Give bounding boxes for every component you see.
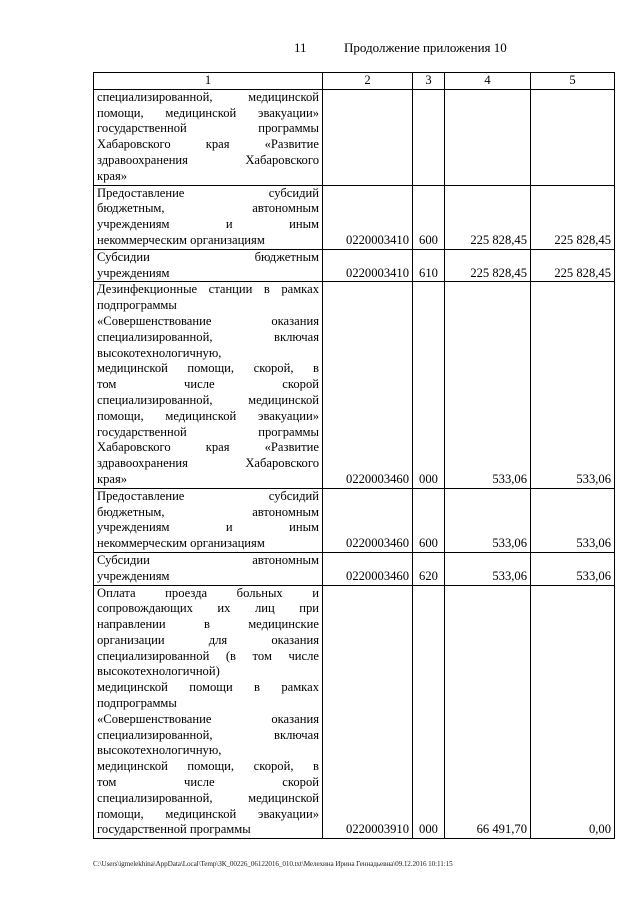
description-line: здравоохранения Хабаровского <box>97 456 319 471</box>
amount-plan: 533,06 <box>445 552 531 585</box>
expense-type-code: 000 <box>413 282 445 488</box>
table-row <box>94 185 615 249</box>
description-line: некоммерческим организациям <box>97 232 265 247</box>
description-line: края» <box>97 168 128 183</box>
description-line: учреждениям <box>97 568 170 583</box>
description-line: помощи, медицинской эвакуации» <box>97 408 319 423</box>
description-line: края» <box>97 471 128 486</box>
description-line: Предоставление субсидий <box>97 488 319 503</box>
amount-actual: 533,06 <box>531 488 615 552</box>
column-header: 3 <box>413 73 445 90</box>
description-line: том числе скорой <box>97 377 319 392</box>
amount-plan: 225 828,45 <box>445 249 531 282</box>
description-line: специализированной, медицинской <box>97 790 319 805</box>
description-line: бюджетным, автономным <box>97 201 319 216</box>
amount-plan: 533,06 <box>445 488 531 552</box>
description-line: Предоставление субсидий <box>97 185 319 200</box>
budget-table <box>93 72 615 839</box>
description-line: Хабаровского края «Развитие <box>97 440 319 455</box>
amount-plan: 533,06 <box>445 282 531 488</box>
row-description <box>94 488 323 552</box>
target-article-code: 0220003460 <box>323 552 413 585</box>
table-header-row <box>94 73 615 90</box>
amount-plan: 225 828,45 <box>445 185 531 249</box>
table-row <box>94 585 615 839</box>
row-description <box>94 185 323 249</box>
continuation-title: Продолжение приложения 10 <box>344 40 507 55</box>
target-article-code <box>323 89 413 185</box>
description-line: специализированной, медицинской <box>97 89 319 104</box>
expense-type-code: 610 <box>413 249 445 282</box>
description-line: специализированной (в том числе <box>97 648 319 663</box>
target-article-code: 0220003410 <box>323 185 413 249</box>
file-path-footer: C:\Users\igmelekhina\AppData\Local\Temp\ЗК_00226_06122016_010.txt\Мелехина Ирина Геннадьевна\09.12.2016 10:11:15 <box>93 860 453 868</box>
table-row <box>94 282 615 488</box>
target-article-code: 0220003410 <box>323 249 413 282</box>
description-line: Субсидии бюджетным <box>97 249 319 264</box>
description-line: здравоохранения Хабаровского <box>97 152 319 167</box>
description-line: высокотехнологичную, <box>97 345 222 360</box>
page-header <box>0 40 640 56</box>
target-article-code: 0220003460 <box>323 282 413 488</box>
description-line: сопровождающих их лиц при <box>97 601 319 616</box>
page-number: 11 <box>294 40 307 55</box>
description-line: бюджетным, автономным <box>97 504 319 519</box>
target-article-code: 0220003460 <box>323 488 413 552</box>
row-description <box>94 552 323 585</box>
description-line: высокотехнологичной) <box>97 664 220 679</box>
table-row <box>94 488 615 552</box>
description-line: специализированной, включая <box>97 329 319 344</box>
description-line: «Совершенствование оказания <box>97 313 319 328</box>
description-line: помощи, медицинской эвакуации» <box>97 806 319 821</box>
description-line: государственной программы <box>97 121 319 136</box>
amount-actual: 225 828,45 <box>531 185 615 249</box>
description-line: организации для оказания <box>97 632 319 647</box>
description-line: государственной программы <box>97 424 319 439</box>
description-line: подпрограммы <box>97 696 177 711</box>
description-line: учреждениям и иным <box>97 520 319 535</box>
description-line: помощи, медицинской эвакуации» <box>97 105 319 120</box>
description-line: государственной программы <box>97 822 251 837</box>
expense-type-code: 600 <box>413 185 445 249</box>
description-line: медицинской помощи, скорой, в <box>97 759 319 774</box>
amount-actual: 533,06 <box>531 282 615 488</box>
table-row <box>94 552 615 585</box>
row-description <box>94 249 323 282</box>
row-description <box>94 282 323 488</box>
column-header: 2 <box>323 73 413 90</box>
description-line: высокотехнологичную, <box>97 743 222 758</box>
amount-actual: 225 828,45 <box>531 249 615 282</box>
description-line: учреждениям и иным <box>97 217 319 232</box>
description-line: Дезинфекционные станции в рамках <box>97 282 319 297</box>
description-line: медицинской помощи в рамках <box>97 680 319 695</box>
column-header: 5 <box>531 73 615 90</box>
expense-type-code: 600 <box>413 488 445 552</box>
amount-actual: 0,00 <box>531 585 615 839</box>
amount-actual: 533,06 <box>531 552 615 585</box>
description-line: подпрограммы <box>97 298 177 313</box>
expense-type-code <box>413 89 445 185</box>
description-line: направлении в медицинские <box>97 617 319 632</box>
description-line: том числе скорой <box>97 775 319 790</box>
description-line: Субсидии автономным <box>97 552 319 567</box>
row-description <box>94 89 323 185</box>
description-line: «Совершенствование оказания <box>97 711 319 726</box>
description-line: специализированной, медицинской <box>97 392 319 407</box>
table-row <box>94 249 615 282</box>
description-line: Оплата проезда больных и <box>97 585 319 600</box>
description-line: некоммерческим организациям <box>97 536 265 551</box>
table-row <box>94 89 615 185</box>
column-header: 4 <box>445 73 531 90</box>
column-header: 1 <box>94 73 323 90</box>
amount-plan <box>445 89 531 185</box>
row-description <box>94 585 323 839</box>
description-line: учреждениям <box>97 265 170 280</box>
description-line: медицинской помощи, скорой, в <box>97 361 319 376</box>
expense-type-code: 000 <box>413 585 445 839</box>
description-line: специализированной, включая <box>97 727 319 742</box>
amount-actual <box>531 89 615 185</box>
target-article-code: 0220003910 <box>323 585 413 839</box>
expense-type-code: 620 <box>413 552 445 585</box>
amount-plan: 66 491,70 <box>445 585 531 839</box>
description-line: Хабаровского края «Развитие <box>97 137 319 152</box>
